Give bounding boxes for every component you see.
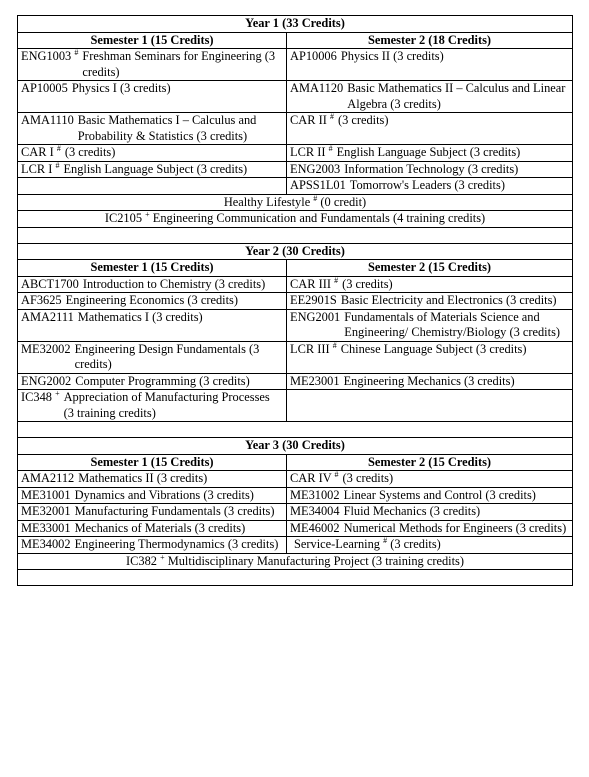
course-code — [21, 488, 71, 504]
course-title — [340, 374, 569, 390]
course-entry — [290, 488, 569, 504]
course-title — [340, 488, 569, 504]
course-code-text: AMA1110 — [21, 113, 74, 127]
course-title-text: English Language Subject (3 credits) — [63, 161, 248, 176]
course-entry — [290, 49, 569, 65]
course-entry — [21, 162, 283, 178]
course-title-text: Manufacturing Fundamentals (3 credits) — [74, 504, 275, 518]
course-title — [74, 113, 283, 144]
course-title-text: Basic Electricity and Electronics (3 credits) — [340, 293, 557, 307]
course-title — [340, 162, 569, 178]
course-entry — [290, 113, 569, 129]
course-title — [343, 81, 569, 112]
course-cell — [287, 504, 573, 521]
course-code-text: LCR II — [290, 145, 326, 159]
course-footnote-mark: + — [160, 552, 165, 562]
course-entry — [21, 310, 283, 326]
course-row — [18, 373, 573, 390]
course-cell — [287, 487, 573, 504]
course-cell — [287, 520, 573, 537]
course-code-text: LCR III — [290, 341, 330, 356]
course-row — [18, 537, 573, 554]
course-code — [21, 310, 74, 326]
course-entry — [21, 390, 283, 421]
course-cell — [18, 276, 287, 293]
course-code-text: ENG2003 — [290, 161, 341, 176]
course-cell — [18, 309, 287, 341]
course-code — [290, 145, 333, 161]
course-title — [71, 488, 283, 504]
course-footnote-mark: # — [55, 160, 60, 170]
full-width-course — [18, 211, 573, 228]
course-code — [21, 145, 61, 161]
course-entry — [21, 113, 283, 144]
course-code-text: ME34004 — [290, 504, 340, 518]
course-cell — [18, 113, 287, 145]
course-title — [337, 49, 569, 65]
course-title-text: Physics I (3 credits) — [71, 81, 171, 95]
year-header-row — [18, 16, 573, 33]
course-code — [290, 113, 334, 129]
course-code-text: IC348 — [21, 390, 52, 404]
course-code — [21, 81, 68, 97]
course-title-text: Engineering Design Fundamentals (3 credits) — [74, 341, 260, 371]
course-code — [290, 310, 340, 341]
course-code — [21, 293, 62, 309]
course-code-text: AMA2112 — [21, 471, 75, 485]
course-code-text: AP10006 — [290, 49, 337, 63]
spacer-row — [18, 227, 573, 243]
course-footnote-mark: # — [383, 535, 388, 545]
year-header-row — [18, 438, 573, 455]
course-code — [21, 49, 78, 80]
course-title — [61, 145, 283, 161]
course-entry — [290, 537, 569, 553]
course-cell — [18, 373, 287, 390]
course-cell — [18, 487, 287, 504]
course-credit-text: (3 credits) — [390, 537, 441, 551]
course-cell — [287, 390, 573, 422]
course-cell — [18, 504, 287, 521]
course-title-text: Numerical Methods for Engineers (3 credits) — [343, 520, 567, 535]
semester-header-row — [18, 454, 573, 471]
course-cell — [287, 309, 573, 341]
semester-header-row — [18, 260, 573, 277]
course-code-text: ENG2001 — [290, 309, 341, 324]
course-cell — [287, 471, 573, 488]
full-width-row — [18, 553, 573, 570]
course-code — [290, 49, 337, 65]
course-entry — [21, 488, 283, 504]
course-title — [62, 293, 283, 309]
course-title-text: (0 credit) — [320, 194, 367, 209]
course-title — [59, 162, 283, 178]
course-code — [290, 342, 337, 358]
course-code-text: ME31002 — [290, 487, 340, 502]
course-title-text: Multidisciplinary Manufacturing Project (3 training credits) — [167, 553, 464, 568]
course-footnote-mark: + — [55, 388, 60, 398]
course-title-text: Basic Mathematics I – Calculus and Probability & Statistics (3 credits) — [77, 113, 257, 143]
course-footnote-mark: # — [56, 143, 61, 153]
course-footnote-mark: + — [145, 209, 150, 219]
course-row — [18, 49, 573, 81]
course-entry — [290, 504, 569, 520]
course-entry — [290, 178, 569, 194]
course-cell — [18, 49, 287, 81]
course-footnote-mark: # — [332, 340, 337, 350]
course-title-text: Appreciation of Manufacturing Processes (3 training credits) — [63, 390, 270, 420]
course-entry — [21, 293, 283, 309]
course-title-text: (3 credits) — [342, 471, 394, 485]
course-title-text: Mechanics of Materials (3 credits) — [74, 520, 246, 535]
course-title-text: Linear Systems and Control (3 credits) — [343, 487, 536, 502]
semester-2-title: Semester 2 (15 Credits) — [287, 454, 573, 471]
course-entry — [290, 521, 569, 537]
course-entry — [290, 374, 569, 390]
course-title-text: Engineering Economics (3 credits) — [65, 293, 239, 307]
course-code — [21, 471, 74, 487]
course-cell — [287, 537, 573, 554]
course-code-text: ME32001 — [21, 504, 71, 518]
course-entry — [21, 277, 283, 293]
course-code-text: ABCT1700 — [21, 276, 79, 291]
course-entry — [21, 49, 283, 80]
course-code — [290, 471, 339, 487]
course-code-text: CAR IV — [290, 471, 332, 485]
course-row — [18, 487, 573, 504]
course-footnote-mark: # — [74, 47, 79, 57]
course-title — [71, 342, 283, 373]
course-code-text: ME33001 — [21, 520, 71, 535]
course-code-text: ENG2002 — [21, 373, 72, 388]
curriculum-table — [17, 15, 573, 586]
course-title — [79, 277, 283, 293]
course-code — [21, 277, 79, 293]
course-title — [333, 145, 569, 161]
course-title-text: Mathematics I (3 credits) — [77, 309, 203, 324]
course-code-text: CAR II — [290, 113, 327, 127]
semester-1-title: Semester 1 (15 Credits) — [18, 260, 287, 277]
course-row — [18, 161, 573, 178]
course-title — [337, 293, 569, 309]
course-code — [21, 113, 74, 144]
course-title-text: Fundamentals of Materials Science and Engineering/ Chemistry/Biology (3 credits) — [344, 309, 561, 339]
semester-2-title: Semester 2 (15 Credits) — [287, 260, 573, 277]
semester-2-title: Semester 2 (18 Credits) — [287, 32, 573, 49]
full-width-row — [18, 211, 573, 228]
course-cell — [18, 145, 287, 162]
course-title-text: (3 credits) — [337, 113, 389, 127]
course-footnote-mark: # — [313, 193, 318, 203]
course-row — [18, 276, 573, 293]
course-code — [290, 521, 340, 537]
course-code — [290, 293, 337, 309]
course-title-text: Service-Learning — [294, 537, 381, 551]
course-footnote-mark: # — [328, 143, 333, 153]
course-code-text: Healthy Lifestyle — [223, 194, 311, 209]
course-code-text: ENG1003 — [21, 49, 72, 63]
course-code-text: IC382 — [126, 553, 157, 568]
course-row — [18, 178, 573, 195]
course-entry — [21, 81, 283, 97]
course-entry — [290, 145, 569, 161]
course-cell — [287, 276, 573, 293]
spacer-cell — [18, 227, 573, 243]
full-width-course — [18, 553, 573, 570]
course-cell — [287, 293, 573, 310]
course-row — [18, 341, 573, 373]
full-width-row — [18, 194, 573, 211]
course-code-text: EE2901S — [290, 293, 337, 307]
course-code — [21, 390, 60, 421]
course-row — [18, 293, 573, 310]
course-entry — [290, 471, 569, 487]
course-code — [21, 374, 71, 390]
course-code — [21, 504, 71, 520]
course-title-text: Engineering Mechanics (3 credits) — [343, 373, 515, 388]
course-title-text: Engineering Thermodynamics (3 credits) — [74, 537, 279, 551]
curriculum-table-wrapper — [17, 15, 572, 586]
course-code — [290, 277, 338, 293]
course-entry — [21, 471, 283, 487]
course-code — [290, 81, 343, 112]
course-code-text: ME32002 — [21, 341, 71, 356]
course-title-text: Physics II (3 credits) — [340, 49, 444, 63]
course-code-text: CAR I — [21, 145, 54, 159]
semester-1-title: Semester 1 (15 Credits) — [18, 454, 287, 471]
course-title — [290, 537, 569, 553]
course-title-text: Tomorrow's Leaders (3 credits) — [349, 178, 505, 192]
course-title-text: Engineering Communication and Fundamentals (4 training credits) — [152, 211, 486, 225]
course-title-text: Freshman Seminars for Engineering (3 credits) — [82, 49, 276, 79]
course-entry — [21, 374, 283, 390]
course-cell — [287, 113, 573, 145]
course-code-text: AMA2111 — [21, 309, 74, 324]
course-cell — [287, 81, 573, 113]
course-cell — [287, 178, 573, 195]
course-row — [18, 471, 573, 488]
course-code — [290, 162, 340, 178]
course-row — [18, 81, 573, 113]
course-row — [18, 504, 573, 521]
course-cell — [287, 373, 573, 390]
course-code — [21, 342, 71, 373]
course-title — [74, 310, 283, 326]
course-code-text: AMA1120 — [290, 81, 344, 95]
course-title-text: Basic Mathematics II – Calculus and Linear Algebra (3 credits) — [347, 81, 566, 111]
course-cell — [18, 178, 287, 195]
course-title — [338, 277, 569, 293]
course-code — [290, 488, 340, 504]
course-code-text: CAR III — [290, 276, 331, 291]
course-cell — [287, 161, 573, 178]
course-title-text: Chinese Language Subject (3 credits) — [340, 341, 527, 356]
course-entry — [290, 277, 569, 293]
course-entry — [21, 537, 283, 553]
course-cell — [18, 471, 287, 488]
course-title — [71, 521, 283, 537]
spacer-row — [18, 422, 573, 438]
course-title-text: (3 credits) — [64, 145, 116, 159]
course-cell — [18, 520, 287, 537]
course-code-text: AF3625 — [21, 293, 62, 307]
course-title — [71, 537, 283, 553]
course-entry — [290, 81, 569, 112]
year-title: Year 3 (30 Credits) — [18, 438, 573, 455]
course-title — [340, 521, 569, 537]
course-code — [21, 537, 71, 553]
course-cell — [287, 49, 573, 81]
course-title — [60, 390, 283, 421]
course-entry — [290, 342, 569, 358]
course-entry — [21, 521, 283, 537]
course-row — [18, 390, 573, 422]
spacer-cell — [18, 570, 573, 586]
course-code — [290, 178, 346, 194]
course-code-text: ME31001 — [21, 487, 71, 502]
course-cell — [18, 81, 287, 113]
course-title-text: (3 credits) — [342, 276, 393, 291]
course-row — [18, 145, 573, 162]
course-title-text: Information Technology (3 credits) — [344, 161, 519, 176]
spacer-row — [18, 570, 573, 586]
semester-1-title: Semester 1 (15 Credits) — [18, 32, 287, 49]
course-cell — [287, 145, 573, 162]
course-row — [18, 309, 573, 341]
course-code-text: LCR I — [21, 161, 53, 176]
course-footnote-mark: # — [334, 275, 339, 285]
course-code-text: ME23001 — [290, 373, 340, 388]
course-title — [71, 504, 283, 520]
course-entry — [21, 145, 283, 161]
year-header-row — [18, 243, 573, 260]
course-title-text: Dynamics and Vibrations (3 credits) — [74, 487, 254, 502]
course-title — [346, 178, 569, 194]
course-row — [18, 113, 573, 145]
course-code-text: AP10005 — [21, 81, 68, 95]
course-code-text: ME34002 — [21, 537, 71, 551]
course-title — [340, 504, 569, 520]
course-title-text: Introduction to Chemistry (3 credits) — [82, 276, 266, 291]
course-cell — [18, 293, 287, 310]
course-title-text: Computer Programming (3 credits) — [75, 373, 250, 388]
course-code-text: ME46002 — [290, 520, 340, 535]
course-code-text: IC2105 — [104, 211, 143, 225]
course-title-text: English Language Subject (3 credits) — [336, 145, 521, 159]
course-cell — [18, 390, 287, 422]
course-cell — [18, 341, 287, 373]
course-cell — [287, 341, 573, 373]
course-code — [21, 521, 71, 537]
full-width-course — [18, 194, 573, 211]
course-code-text: APSS1L01 — [290, 178, 346, 192]
course-title-text: Mathematics II (3 credits) — [78, 471, 208, 485]
course-title — [337, 342, 569, 358]
course-title — [334, 113, 569, 129]
course-title — [74, 471, 283, 487]
course-title — [340, 310, 569, 341]
course-entry — [290, 293, 569, 309]
course-title — [78, 49, 283, 80]
year-title: Year 1 (33 Credits) — [18, 16, 573, 33]
course-code — [290, 504, 340, 520]
course-cell — [18, 537, 287, 554]
course-title — [339, 471, 569, 487]
course-title — [68, 81, 283, 97]
year-title: Year 2 (30 Credits) — [18, 243, 573, 260]
course-entry — [290, 162, 569, 178]
course-title-text: Fluid Mechanics (3 credits) — [343, 504, 481, 518]
course-footnote-mark: # — [334, 469, 339, 479]
course-title — [71, 374, 283, 390]
course-code — [290, 374, 340, 390]
course-footnote-mark: # — [329, 111, 334, 121]
course-code — [21, 162, 59, 178]
course-row — [18, 520, 573, 537]
course-entry — [21, 504, 283, 520]
course-cell — [18, 161, 287, 178]
course-entry — [290, 310, 569, 341]
spacer-cell — [18, 422, 573, 438]
course-entry — [21, 342, 283, 373]
semester-header-row — [18, 32, 573, 49]
